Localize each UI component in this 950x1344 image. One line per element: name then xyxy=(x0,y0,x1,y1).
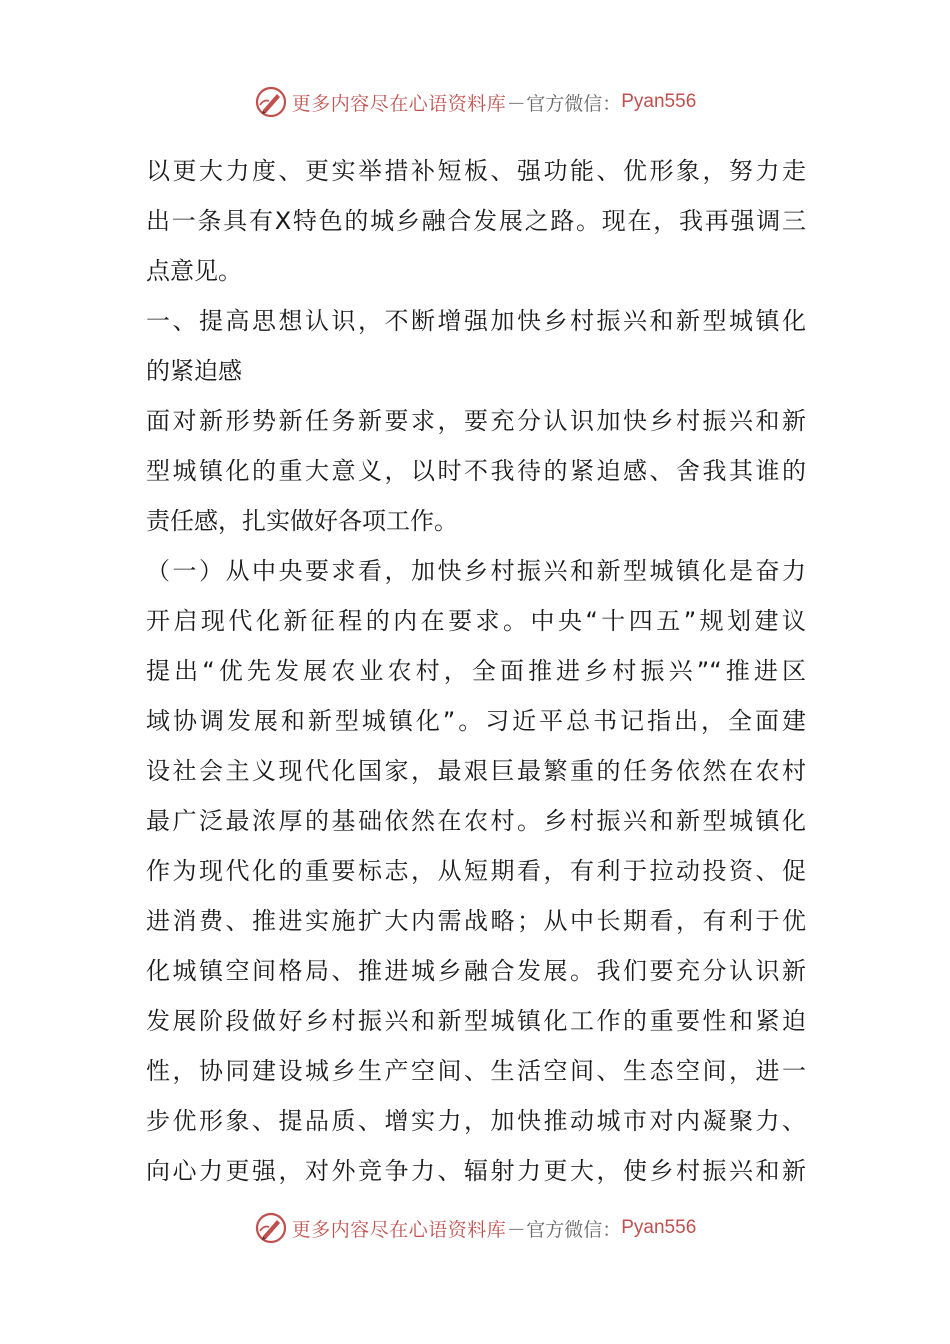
banner-main-text: 更多内容尽在心语资料库 xyxy=(291,1218,507,1241)
text-line: 域协调发展和新型城镇化”。习近平总书记指出，全面建 xyxy=(146,707,806,735)
text-line: 出一条具有X特色的城乡融合发展之路。现在，我再强调三 xyxy=(146,207,806,235)
text-line: 进消费、推进实施扩大内需战略；从中长期看，有利于优 xyxy=(146,907,806,935)
text-line: 责任感，扎实做好各项工作。 xyxy=(146,507,458,535)
banner-wechat-id: Pyan556 xyxy=(621,1217,697,1238)
text-line: 最广泛最浓厚的基础依然在农村。乡村振兴和新型城镇化 xyxy=(146,807,806,835)
text-line: 点意见。 xyxy=(146,257,242,285)
document-body xyxy=(146,146,806,1196)
text-line: 以更大力度、更实举措补短板、强功能、优形象，努力走 xyxy=(146,157,806,185)
text-line: 一、提高思想认识，不断增强加快乡村振兴和新型城镇化 xyxy=(146,307,806,335)
text-line: 化城镇空间格局、推进城乡融合发展。我们要充分认识新 xyxy=(146,957,806,985)
text-line: 提出“优先发展农业农村，全面推进乡村振兴”“推进区 xyxy=(146,657,806,685)
header-watermark-banner xyxy=(0,82,950,122)
text-line: 性，协同建设城乡生产空间、生活空间、生态空间，进一 xyxy=(146,1057,806,1085)
banner-sub-text: 官方微信： xyxy=(526,92,622,115)
text-line: 作为现代化的重要标志，从短期看，有利于拉动投资、促 xyxy=(146,857,806,885)
banner-separator: — xyxy=(508,1218,525,1238)
text-line: 设社会主义现代化国家，最艰巨最繁重的任务依然在农村 xyxy=(146,757,806,785)
text-line: 面对新形势新任务新要求，要充分认识加快乡村振兴和新 xyxy=(146,407,806,435)
footer-watermark-banner xyxy=(0,1208,950,1248)
text-line: （一）从中央要求看，加快乡村振兴和新型城镇化是奋力 xyxy=(146,557,806,585)
banner-sub-text: 官方微信： xyxy=(526,1218,622,1241)
text-line: 的紧迫感 xyxy=(146,357,242,385)
banner-separator: — xyxy=(508,92,525,112)
text-line: 型城镇化的重大意义，以时不我待的紧迫感、舍我其谁的 xyxy=(146,457,806,485)
text-line: 开启现代化新征程的内在要求。中央“十四五”规划建议 xyxy=(146,607,806,635)
text-line: 发展阶段做好乡村振兴和新型城镇化工作的重要性和紧迫 xyxy=(146,1007,806,1035)
pen-logo-icon xyxy=(254,85,288,119)
text-line: 向心力更强，对外竞争力、辐射力更大，使乡村振兴和新 xyxy=(146,1157,806,1185)
banner-wechat-id: Pyan556 xyxy=(621,91,697,112)
pen-logo-icon xyxy=(254,1211,288,1245)
text-line: 步优形象、提品质、增实力，加快推动城市对内凝聚力、 xyxy=(146,1107,806,1135)
banner-main-text: 更多内容尽在心语资料库 xyxy=(291,92,507,115)
